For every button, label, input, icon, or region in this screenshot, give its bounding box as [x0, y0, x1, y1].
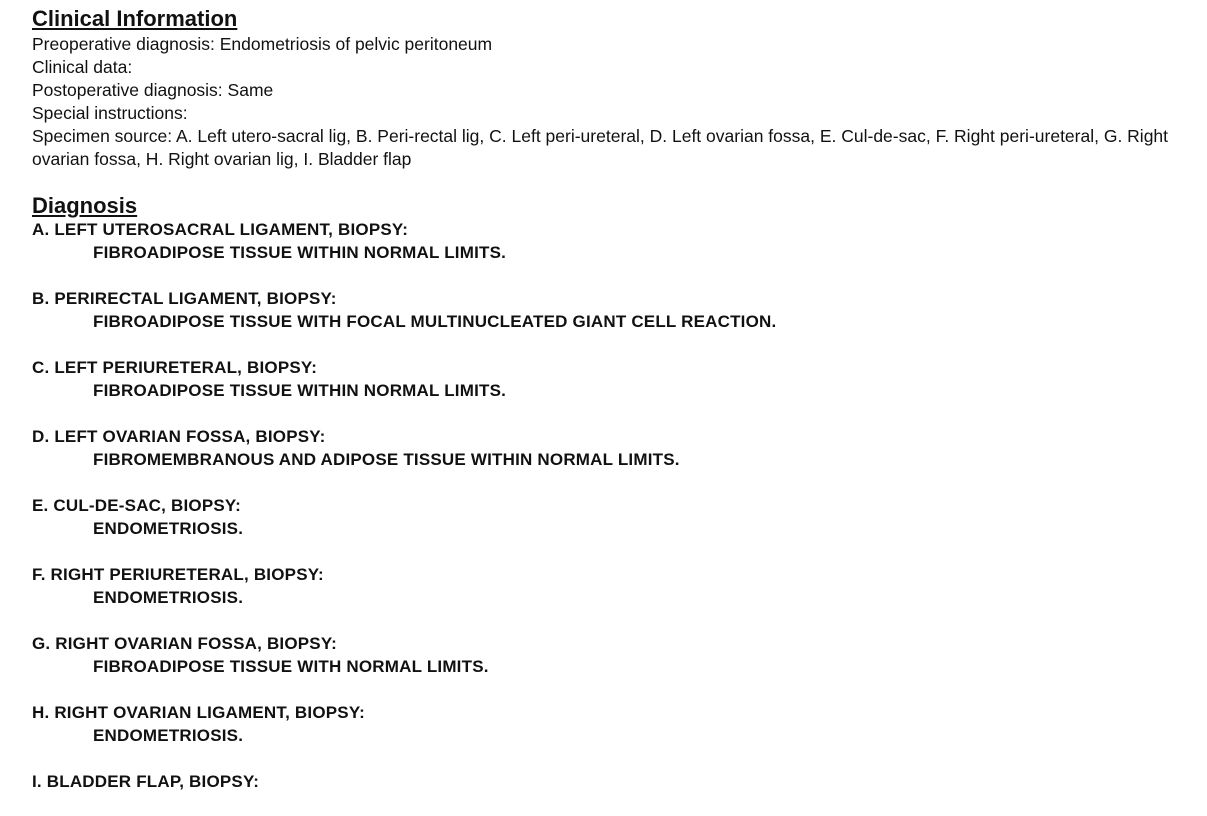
diagnosis-item-e — [32, 494, 1192, 540]
diagnosis-heading: H. RIGHT OVARIAN LIGAMENT, BIOPSY: — [32, 703, 365, 722]
diagnosis-finding: ENDOMETRIOSIS. — [93, 726, 244, 745]
diagnosis-heading: E. CUL-DE-SAC, BIOPSY: — [32, 496, 242, 515]
diagnosis-finding: FIBROADIPOSE TISSUE WITH NORMAL LIMITS. — [93, 657, 489, 676]
diagnosis-item-g — [32, 632, 1192, 678]
diagnosis-heading: D. LEFT OVARIAN FOSSA, BIOPSY: — [32, 427, 326, 446]
diagnosis-item-b — [32, 287, 1192, 333]
diagnosis-finding: FIBROADIPOSE TISSUE WITHIN NORMAL LIMITS. — [93, 381, 507, 400]
diagnosis-heading: B. PERIRECTAL LIGAMENT, BIOPSY: — [32, 289, 337, 308]
specimen-source-line: Specimen source: A. Left utero-sacral lig, B. Peri-rectal lig, C. Left peri-ureteral, D. Left ovarian fossa, E. Cul-de-sac, F. Right peri-ureteral, G. Right ovarian fossa, H. Right ovarian lig, I. Bladder flap — [32, 126, 1169, 169]
diagnosis-heading: G. RIGHT OVARIAN FOSSA, BIOPSY: — [32, 634, 337, 653]
diagnosis-title: Diagnosis — [32, 193, 138, 218]
diagnosis-heading: F. RIGHT PERIURETERAL, BIOPSY: — [32, 565, 324, 584]
diagnosis-finding: ENDOMETRIOSIS. — [93, 519, 244, 538]
diagnosis-item-d — [32, 425, 1192, 471]
clinical-information-title: Clinical Information — [32, 6, 238, 31]
diagnosis-finding: FIBROADIPOSE TISSUE WITHIN NORMAL LIMITS. — [93, 243, 507, 262]
clinical-data-line: Clinical data: — [32, 57, 133, 77]
diagnosis-item-c — [32, 356, 1192, 402]
diagnosis-finding: FIBROADIPOSE TISSUE WITH FOCAL MULTINUCLEATED GIANT CELL REACTION. — [93, 312, 777, 331]
diagnosis-heading: C. LEFT PERIURETERAL, BIOPSY: — [32, 358, 318, 377]
diagnosis-finding: ENDOMETRIOSIS. — [93, 588, 244, 607]
diagnosis-heading: A. LEFT UTEROSACRAL LIGAMENT, BIOPSY: — [32, 220, 409, 239]
preoperative-diagnosis-line: Preoperative diagnosis: Endometriosis of pelvic peritoneum — [32, 34, 493, 54]
special-instructions-line: Special instructions: — [32, 103, 188, 123]
postoperative-diagnosis-line: Postoperative diagnosis: Same — [32, 80, 274, 100]
diagnosis-item-a — [32, 218, 1192, 264]
diagnosis-list — [32, 218, 1192, 816]
diagnosis-finding: FIBROMEMBRANOUS AND ADIPOSE TISSUE WITHIN NORMAL LIMITS. — [93, 450, 680, 469]
diagnosis-heading: I. BLADDER FLAP, BIOPSY: — [32, 772, 260, 791]
diagnosis-item-f — [32, 563, 1192, 609]
clinical-information-block — [32, 33, 1192, 171]
diagnosis-item-h — [32, 701, 1192, 747]
diagnosis-item-i — [32, 770, 1192, 793]
